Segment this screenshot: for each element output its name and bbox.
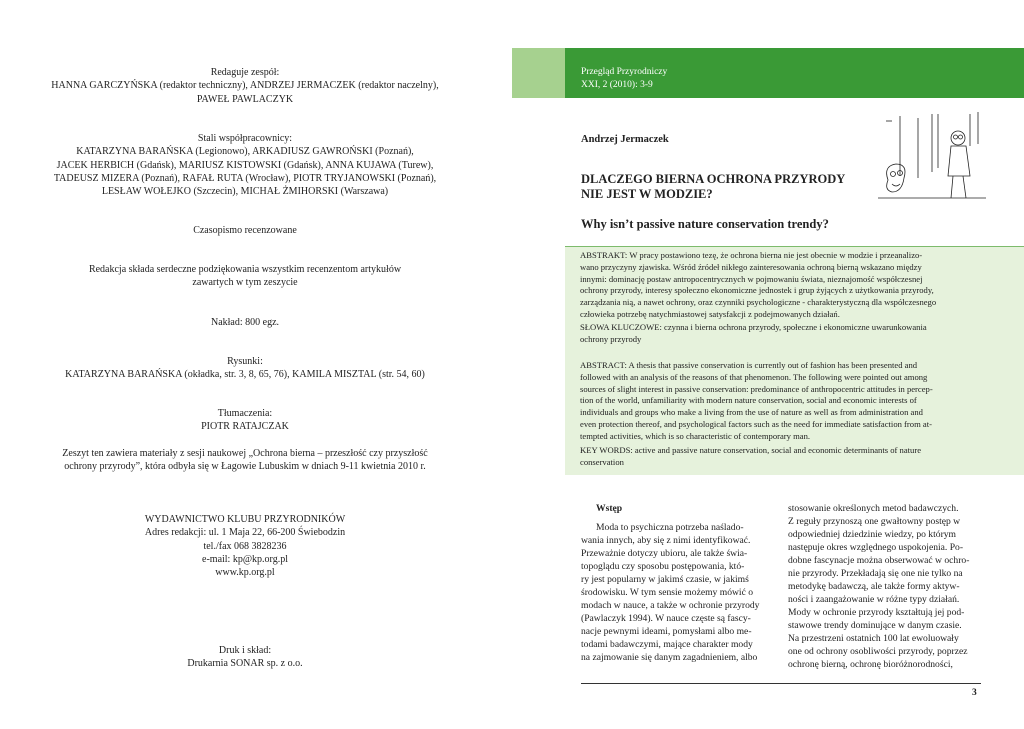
editors-line: PAWEŁ PAWLACZYK xyxy=(196,93,294,105)
section-heading: Wstęp xyxy=(596,503,623,514)
collaborators-block xyxy=(20,132,470,198)
keywords-en xyxy=(580,445,980,469)
print-block xyxy=(20,644,470,671)
body-line: one od ochrony osobliwości przyrody, poprzez xyxy=(788,646,968,657)
body-line: nacje pewnymi ideami, pomysłami albo me- xyxy=(581,626,752,637)
article-author: Andrzej Jermaczek xyxy=(581,134,669,145)
circulation xyxy=(20,316,470,329)
reviewed-text: Czasopismo recenzowane xyxy=(193,225,297,236)
editors-heading: Redaguje zespół: xyxy=(210,67,280,78)
body-line: dobne fascynacje można obserwować w ochro- xyxy=(788,555,970,566)
journal-info xyxy=(581,66,667,92)
keywords-pl-line: ochrony przyrody xyxy=(580,333,642,344)
session-note-line: ochrony przyrody”, która odbyła się w Łagowie Lubuskim w dniach 9-11 kwietnia 2010 r. xyxy=(64,461,426,473)
right-page-article xyxy=(512,0,1024,729)
page-number: 3 xyxy=(972,688,977,698)
publisher-phone: tel./fax 068 3828236 xyxy=(203,540,287,552)
header-accent-bar xyxy=(512,48,565,98)
body-line: odpowiedniej dziedzinie wiedzy, po którym xyxy=(788,529,957,540)
reviewed-note xyxy=(20,224,470,237)
body-line: topoglądu czy sposobu postępowania, któ- xyxy=(581,561,745,572)
abstract-en-line: individuals and groups who make a living from the use of nature as well as from administration and xyxy=(580,407,923,418)
body-line: Przeważnie dotyczy ubioru, ale także świa- xyxy=(581,548,748,559)
body-line: stosowanie określonych metod badawczych. xyxy=(788,503,959,514)
abstract-en-line: sources of slight interest in passive conservation: predominance of anthropocentric attitudes in percep- xyxy=(580,383,933,394)
body-column-left xyxy=(581,502,761,664)
body-line: następuje okres względnego uspokojenia. Po- xyxy=(788,542,964,553)
keywords-pl-line: SŁOWA KLUCZOWE: czynna i bierna ochrona przyrody, społeczne i ekonomiczne uwarunkowania xyxy=(580,322,927,332)
collaborators-line: JACEK HERBICH (Gdańsk), MARIUSZ KISTOWSKI (Gdańsk), ANNA KUJAWA (Turew), xyxy=(56,159,434,171)
body-line: środowisku. W tym sensie możemy mówić o xyxy=(581,587,754,598)
cartoon-illustration xyxy=(878,106,988,204)
translations-line: PIOTR RATAJCZAK xyxy=(201,421,289,433)
body-line: Z reguły przynoszą one gwałtowny postęp w xyxy=(788,516,961,527)
publisher-email: e-mail: kp@kp.org.pl xyxy=(202,553,288,565)
collaborators-line: TADEUSZ MIZERA (Poznań), RAFAŁ RUTA (Wrocław), PIOTR TRYJANOWSKI (Poznań), xyxy=(53,172,437,184)
thanks-block xyxy=(20,263,470,290)
footer-rule xyxy=(581,683,981,684)
body-line: todami badawczymi, mające charakter mody xyxy=(581,639,753,650)
abstract-pl-line: ochrony przyrody, interesy społeczno ekonomiczne jednostek i grup żyjących z użytkowania przyrody, xyxy=(580,285,934,296)
translations-block xyxy=(20,407,470,434)
title-pl-line: NIE JEST W MODZIE? xyxy=(581,187,713,201)
publisher-block xyxy=(20,513,470,579)
publisher-name: WYDAWNICTWO KLUBU PRZYRODNIKÓW xyxy=(144,514,346,525)
translations-heading: Tłumaczenia: xyxy=(217,408,273,419)
body-column-right xyxy=(788,502,968,671)
drawings-heading: Rysunki: xyxy=(227,356,263,367)
article-title-en: Why isn’t passive nature conservation trendy? xyxy=(581,217,829,231)
collaborators-line: KATARZYNA BARAŃSKA (Legionowo), ARKADIUSZ GAWROŃSKI (Poznań), xyxy=(76,146,414,158)
title-pl-line: DLACZEGO BIERNA OCHRONA PRZYRODY xyxy=(581,172,846,186)
drawings-line: KATARZYNA BARAŃSKA (okładka, str. 3, 8, 65, 76), KAMILA MISZTAL (str. 54, 60) xyxy=(65,369,425,381)
print-heading: Druk i skład: xyxy=(218,645,272,656)
body-line: nie przyrody. Przekładają się one nie tylko na xyxy=(788,568,963,579)
abstract-pl xyxy=(580,250,980,321)
body-line: wania innych, aby się z nimi identyfikować. xyxy=(581,535,751,546)
body-line: Na przestrzeni ostatnich 100 lat ewoluowały xyxy=(788,633,959,644)
body-line: ności i zaangażowanie w różne typy działań. xyxy=(788,594,960,605)
abstract-pl-line: innymi: dominację postaw antropocentrycznych w pojmowaniu świata, nieznajomość współczesnej xyxy=(580,273,923,284)
editors-block xyxy=(20,66,470,106)
circulation-text: Nakład: 800 egz. xyxy=(210,317,280,328)
body-line: stawowe trendy dominujące w danym czasie. xyxy=(788,620,962,631)
editors-line: HANNA GARCZYŃSKA (redaktor techniczny), ANDRZEJ JERMACZEK (redaktor naczelny), xyxy=(51,80,439,92)
session-note xyxy=(20,447,470,474)
collaborators-line: LESŁAW WOŁEJKO (Szczecin), MICHAŁ ŻMIHORSKI (Warszawa) xyxy=(101,186,389,198)
collaborators-heading: Stali współpracownicy: xyxy=(197,133,293,144)
publisher-website: www.kp.org.pl xyxy=(215,567,275,579)
thanks-line: Redakcja składa serdeczne podziękowania wszystkim recenzentom artykułów xyxy=(88,264,402,275)
article-title-pl xyxy=(581,172,881,202)
print-line: Drukarnia SONAR sp. z o.o. xyxy=(187,658,303,670)
abstract-en-line: tempted activities, which is so characteristic of contemporary man. xyxy=(580,430,811,441)
drawings-block xyxy=(20,355,470,382)
abstract-pl-line: człowieka potrzebę natychmiastowej satysfakcji z podejmowanych działań. xyxy=(580,308,840,319)
keywords-en-line: KEY WORDS: active and passive nature conservation, social and economic determinants of nature xyxy=(580,445,922,455)
abstract-en-line: ABSTRACT: A thesis that passive conservation is currently out of fashion has been presented and xyxy=(580,360,918,370)
body-line: na zajmowanie się danym zagadnieniem, albo xyxy=(581,652,758,663)
publisher-address: Adres redakcji: ul. 1 Maja 22, 66-200 Świebodzin xyxy=(144,527,346,539)
abstract-pl-line: zarządzania nią, a nawet ochrony, oraz czynniki psychologiczne - charakterystyczną dla współczesnego xyxy=(580,297,937,308)
journal-name: Przegląd Przyrodniczy xyxy=(581,67,668,77)
body-line: ochronę bierną, ochronę bioróżnorodności, xyxy=(788,659,953,670)
abstract-pl-line: wano przyczyny zjawiska. Wśród źródeł nikłego zainteresowania ochroną bierną wskazano między xyxy=(580,261,922,272)
session-note-line: Zeszyt ten zawiera materiały z sesji naukowej „Ochrona bierna – przeszłość czy przyszłość xyxy=(62,448,428,459)
abstract-en-line: even protection thereof, and psychological factors such as the need for immediate satisfaction from at- xyxy=(580,418,932,429)
body-line: modach w nauce, a także w ochronie przyrody xyxy=(581,600,760,611)
body-line: Moda to psychiczna potrzeba naślado- xyxy=(596,522,744,533)
abstract-en-line: followed with an analysis of the reasons of that phenomenon. The following were pointed out among xyxy=(580,371,928,382)
body-line: metodykę badawczą, ale także formy aktyw- xyxy=(788,581,960,592)
journal-issue: XXI, 2 (2010): 3-9 xyxy=(581,80,653,90)
body-line: Mody w ochronie przyrody kształtują jej pod- xyxy=(788,607,965,618)
keywords-pl xyxy=(580,322,980,346)
keywords-en-line: conservation xyxy=(580,456,624,467)
thanks-line: zawartych w tym zeszycie xyxy=(192,277,298,289)
abstract-en-line: tion of the world, unfamiliarity with modern nature conservation, social and economic interests of xyxy=(580,395,917,406)
body-line: (Pawlaczyk 1994). W nauce częste są fascy- xyxy=(581,613,751,624)
body-line: ry jest popularny w jakimś czasie, w jakimś xyxy=(581,574,749,585)
abstract-pl-line: ABSTRAKT: W pracy postawiono tezę, że ochrona bierna nie jest obecnie w modzie i przeanalizo- xyxy=(580,250,923,260)
abstract-en xyxy=(580,360,980,443)
